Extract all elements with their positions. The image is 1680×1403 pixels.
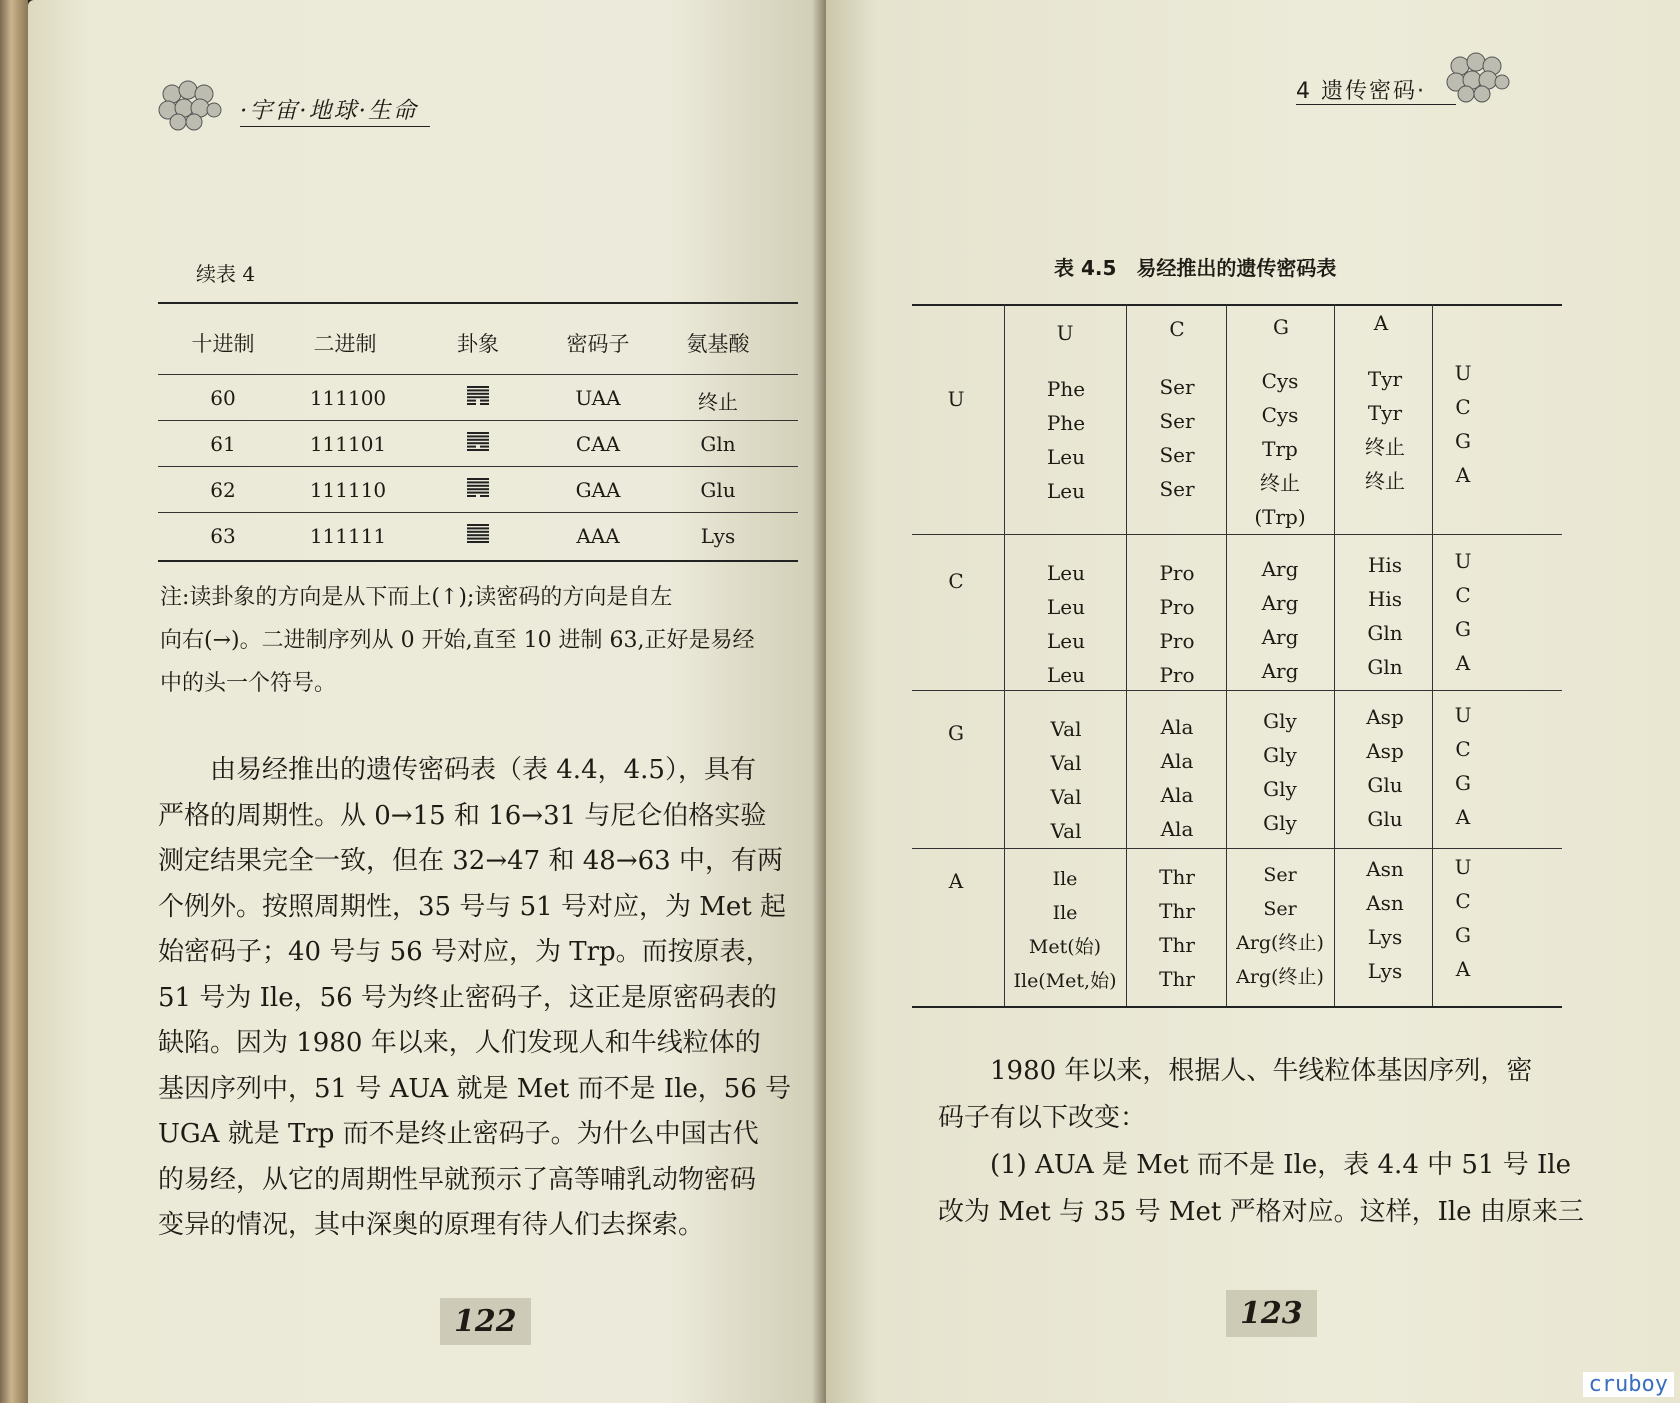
table-title: 表 4.5 易经推出的遗传密码表 [1054,256,1337,280]
amino-cell: Ser Ser Ser Ser [1159,375,1195,501]
row-base: C [948,569,964,593]
cell-binary: 111100 [309,386,387,410]
body-line: 码子有以下改变： [938,1103,1147,1133]
cell-amino-acid: Glu [700,478,736,502]
cell-codon: CAA [575,432,621,456]
cell-decimal: 60 [210,386,236,410]
row-base: G [948,721,964,745]
cell-binary: 111110 [309,478,387,502]
header-binary: 二进制 [313,332,377,356]
table-caption: 续表 4 [196,262,256,286]
block-divider [912,690,1562,691]
block-divider [912,848,1562,849]
running-head-rule [1296,104,1456,105]
header-decimal: 十进制 [191,332,255,356]
row-base: A [948,869,964,893]
atom-cluster-logo [1446,48,1510,104]
col-header: A [1373,311,1389,335]
cell-amino-acid: Lys [700,524,736,548]
amino-cell: Tyr Tyr 终止 终止 [1365,367,1405,493]
atom-cluster-logo [158,76,222,132]
right-page [826,0,1680,1403]
cell-codon: AAA [576,524,620,548]
amino-cell: Leu Leu Leu Leu [1047,561,1085,687]
body-line: 的易经，从它的周期性早就预示了高等哺乳动物密码 [158,1164,757,1195]
hexagram-icon [458,524,498,549]
cell-codon: GAA [575,478,621,502]
running-head: ·宇宙·地球·生命 [240,98,418,124]
col-header: G [1273,315,1289,339]
body-line: 个例外。按照周期性，35 号与 51 号对应，为 Met 起 [158,891,786,922]
third-base: U C G A [1454,361,1472,487]
col-divider [1432,304,1433,1006]
cell-binary: 111111 [309,524,387,548]
body-line: 变异的情况，其中深奥的原理有待人们去探索。 [158,1210,705,1240]
amino-cell: Ser Ser Arg(终止) Arg(终止) [1236,864,1324,988]
body-line: UGA 就是 Trp 而不是终止密码子。为什么中国古代 [158,1119,759,1149]
row-base: U [947,387,965,411]
amino-cell: Val Val Val Val [1050,717,1082,843]
hexagram-icon [458,478,498,503]
body-paragraph [158,748,808,1249]
third-base: U C G A [1454,549,1472,675]
book-spine-edge [0,0,28,1403]
body-line: 严格的周期性。从 0→15 和 16→31 与尼仑伯格实验 [158,800,767,831]
cell-binary: 111101 [309,432,387,456]
cell-decimal: 61 [210,432,236,456]
amino-cell: Thr Thr Thr Thr [1159,865,1195,991]
col-header: U [1056,321,1074,345]
watermark: cruboy [1583,1372,1674,1397]
body-line: 缺陷。因为 1980 年以来，人们发现人和牛线粒体的 [158,1028,761,1058]
amino-cell: Phe Phe Leu Leu [1046,377,1086,503]
table-top-rule [912,304,1562,306]
col-divider [1004,304,1005,1006]
page-number: 123 [1226,1290,1317,1337]
running-head: 4 遗传密码· [1296,79,1426,104]
amino-cell: His His Gln Gln [1367,553,1403,679]
header-amino-acid: 氨基酸 [686,332,750,356]
cell-decimal: 63 [210,524,236,548]
table-top-rule [158,302,798,304]
note-line: 向右(→)。二进制序列从 0 开始,直至 10 进制 63,正好是易经 [160,628,755,653]
amino-cell: Cys Cys Trp 终止 (Trp) [1254,369,1306,529]
body-line: 基因序列中，51 号 AUA 就是 Met 而不是 Ile，56 号 [158,1073,792,1104]
cell-decimal: 62 [210,478,236,502]
amino-cell: Arg Arg Arg Arg [1261,557,1299,683]
hexagram-icon [458,386,498,411]
row-divider [158,420,798,421]
note-line: 注:读卦象的方向是从下而上(↑);读密码的方向是自左 [160,585,673,610]
left-page [28,0,826,1403]
table-header-rule [158,374,798,375]
amino-cell: Gly Gly Gly Gly [1263,709,1297,835]
body-line: (1) AUA 是 Met 而不是 Ile，表 4.4 中 51 号 Ile [938,1150,1571,1180]
cell-amino-acid: 终止 [698,390,738,414]
body-line: 测定结果完全一致，但在 32→47 和 48→63 中，有两 [158,846,783,876]
col-divider [1126,304,1127,1006]
page-number: 122 [440,1298,531,1345]
table-bottom-rule [158,560,798,562]
amino-cell: Asp Asp Glu Glu [1366,705,1404,831]
body-line: 1980 年以来，根据人、牛线粒体基因序列，密 [938,1056,1533,1086]
body-line: 51 号为 Ile，56 号为终止密码子，这正是原密码表的 [158,982,777,1013]
body-paragraph [938,1048,1598,1236]
header-codon: 密码子 [566,332,630,356]
third-base: U C G A [1454,855,1472,981]
cell-amino-acid: Gln [700,432,736,456]
header-hexagram: 卦象 [457,332,499,356]
col-divider [1226,304,1227,1006]
body-line: 由易经推出的遗传密码表（表 4.4，4.5），具有 [158,755,756,785]
running-head-rule [240,126,430,127]
amino-cell: Ile Ile Met(始) Ile(Met,始) [1013,868,1117,992]
row-divider [158,466,798,467]
table-note [160,576,810,705]
col-divider [1334,304,1335,1006]
table-bottom-rule [912,1006,1562,1008]
block-divider [912,534,1562,535]
amino-cell: Ala Ala Ala Ala [1160,715,1194,841]
hexagram-icon [458,432,498,457]
col-header: C [1169,317,1185,341]
body-line: 始密码子；40 号与 56 号对应，为 Trp。而按原表， [158,937,772,967]
note-line: 中的头一个符号。 [160,671,337,696]
body-line: 改为 Met 与 35 号 Met 严格对应。这样，Ile 由原来三 [938,1197,1584,1227]
amino-cell: Asn Asn Lys Lys [1366,857,1404,983]
amino-cell: Pro Pro Pro Pro [1159,561,1195,687]
third-base: U C G A [1454,703,1472,829]
cell-codon: UAA [575,386,621,410]
row-divider [158,512,798,513]
